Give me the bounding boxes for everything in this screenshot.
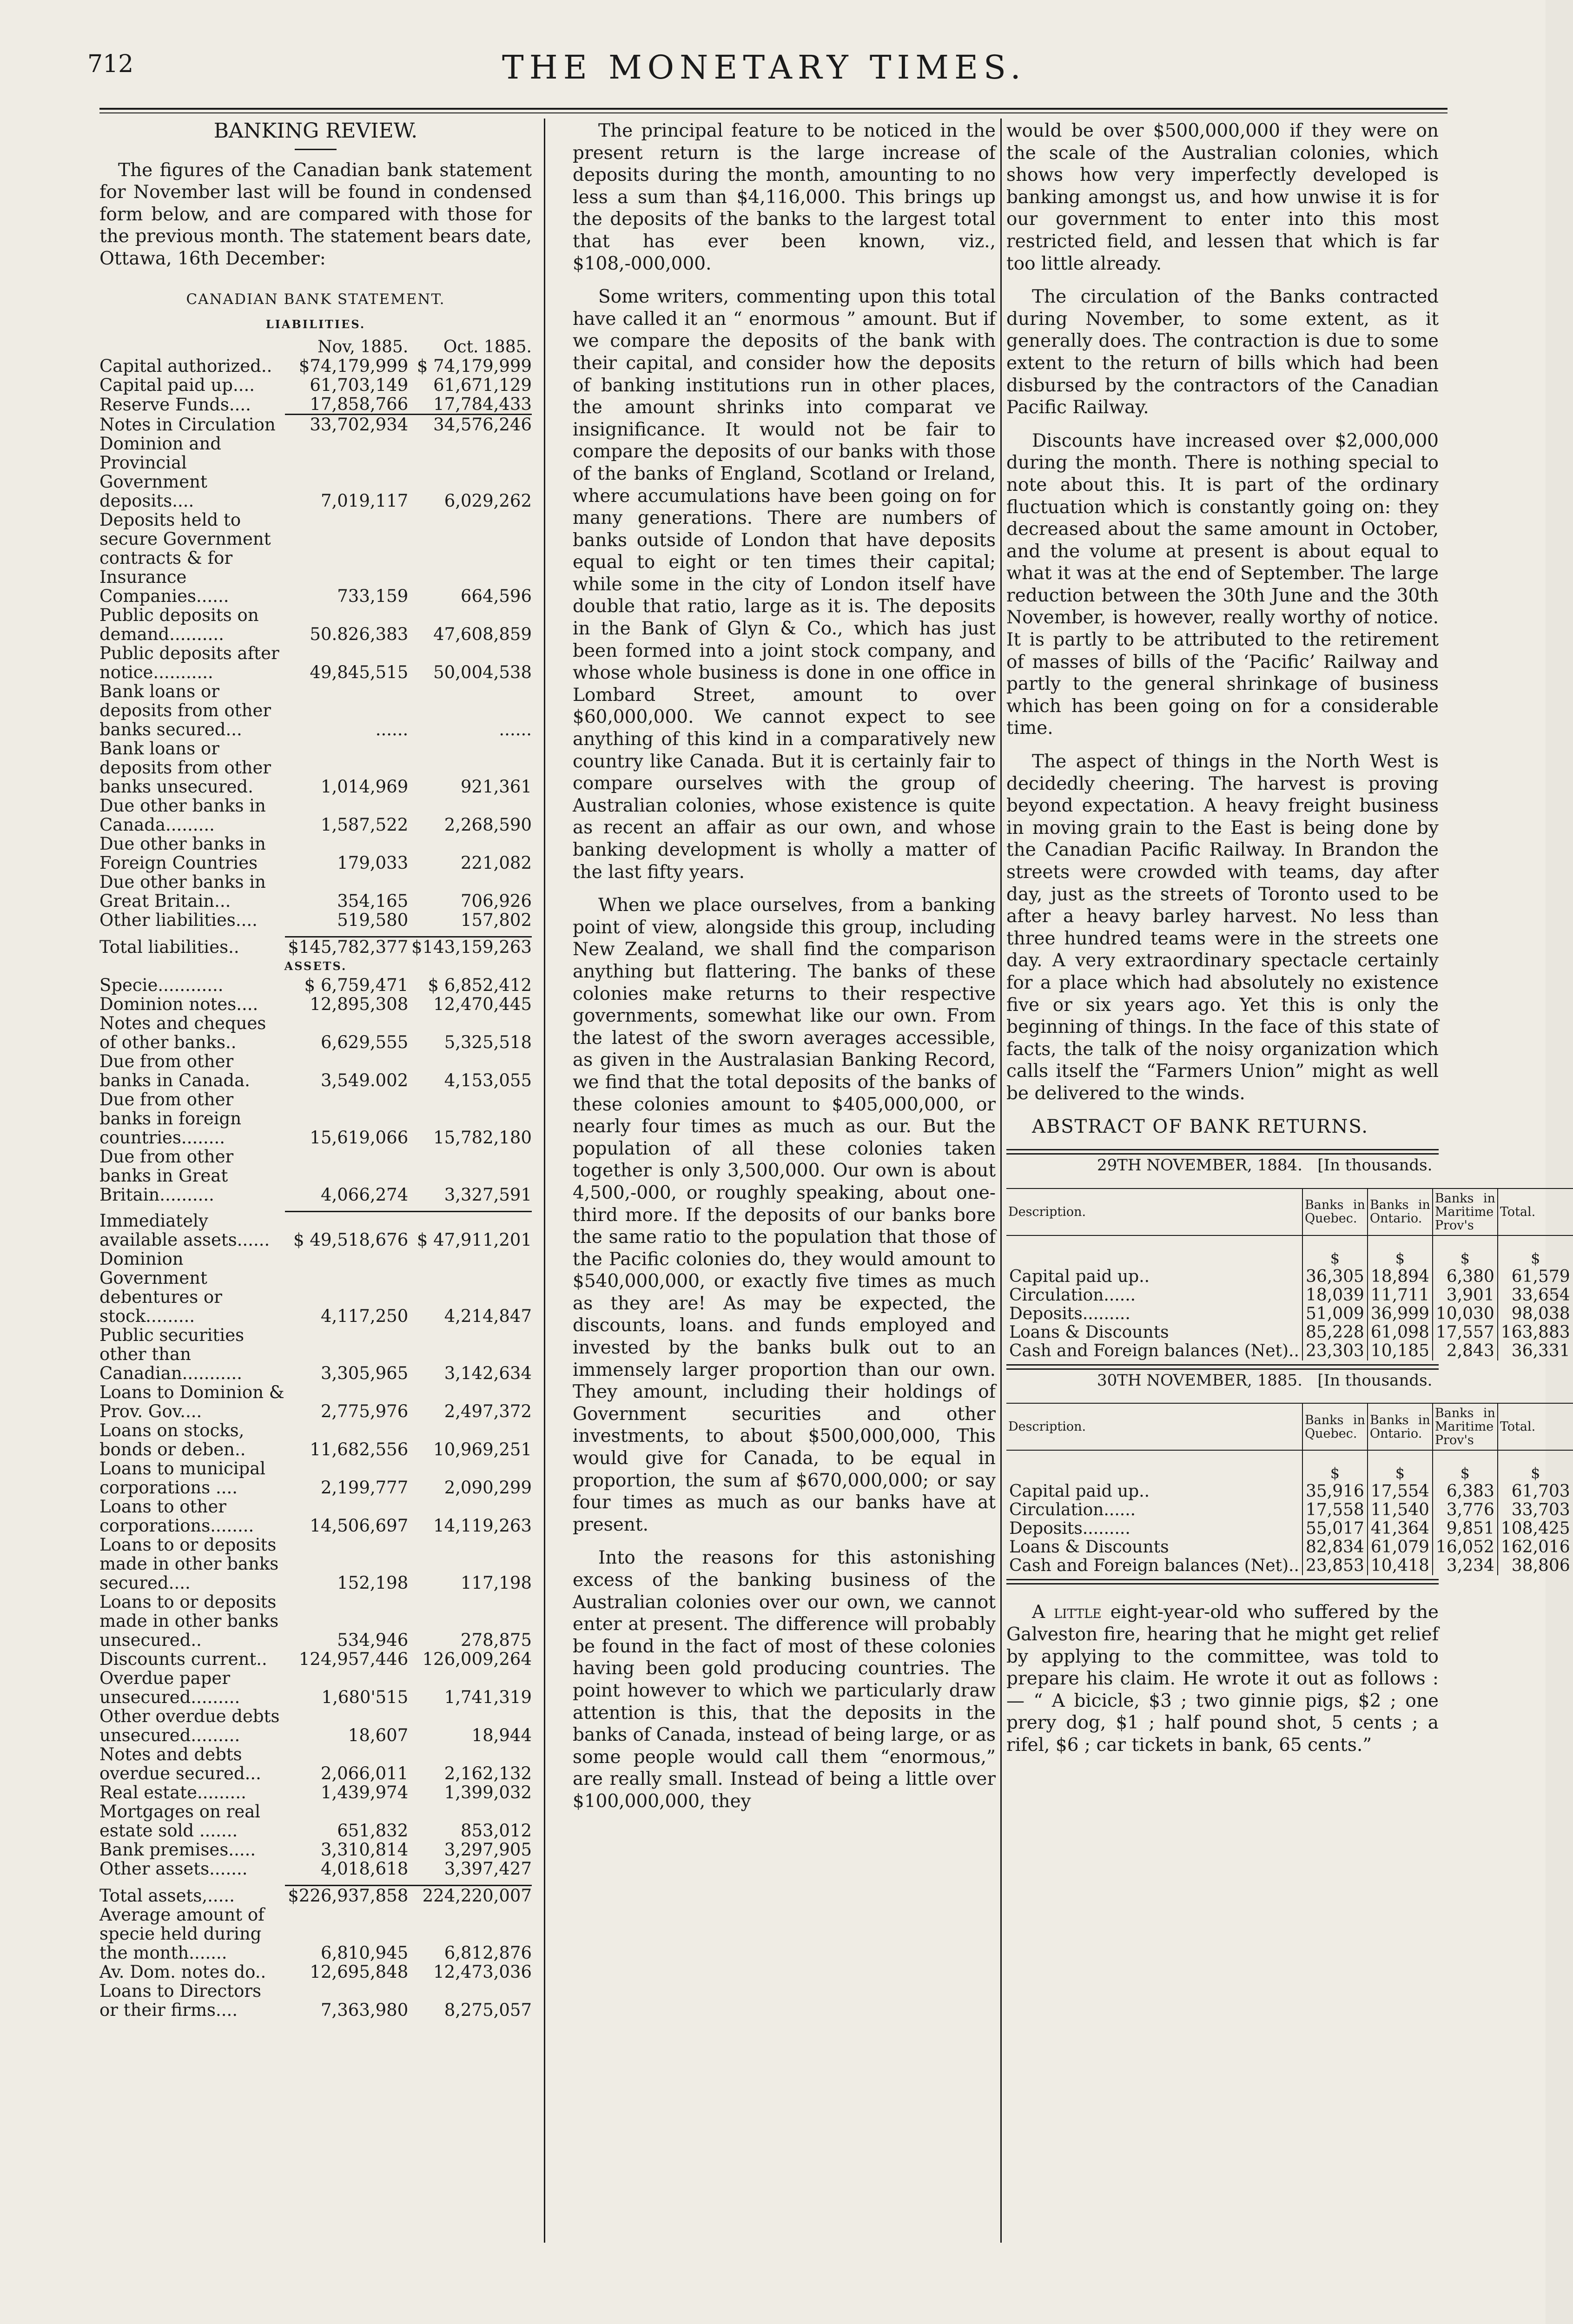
row-label: Immediately available assets...... — [99, 1211, 270, 1250]
dollar-sign — [1006, 1450, 1302, 1482]
section-label: ASSETS. — [284, 959, 347, 973]
row-value: 47,608,859 — [433, 624, 532, 644]
row-value: 1,014,969 — [320, 776, 409, 797]
abstract-date-1884: 29TH NOVEMBER, 1884. [In thousands. — [1097, 1156, 1433, 1175]
abstract-title: ABSTRACT OF BANK RETURNS. — [1032, 1116, 1369, 1137]
row-value: 1,399,032 — [444, 1783, 532, 1803]
table-cell: 98,038 — [1498, 1305, 1573, 1323]
abstract-rule — [1006, 1149, 1439, 1155]
table-row — [1006, 1323, 1573, 1342]
row-value: $226,937,858 — [285, 1886, 409, 1906]
column-header: Nov, 1885. — [317, 337, 409, 357]
row-value: 3,310,814 — [320, 1840, 409, 1860]
row-label: Dominion notes.... — [99, 994, 258, 1014]
statement-row — [99, 976, 532, 995]
row-label: Loans to or deposits made in other banks secured.... — [99, 1535, 279, 1593]
statement-row — [99, 1840, 532, 1859]
row-value: 157,802 — [460, 910, 532, 930]
row-value: 12,473,036 — [433, 1962, 532, 1982]
row-value: 3,549.002 — [320, 1070, 409, 1090]
row-value: 14,119,263 — [433, 1516, 532, 1536]
table-row — [1006, 1482, 1573, 1501]
table-cell: 38,806 — [1498, 1557, 1573, 1575]
row-label: Due other banks in Great Britain... — [99, 872, 266, 911]
row-label: Due other banks in Canada......... — [99, 795, 266, 835]
row-value: $ 74,179,999 — [416, 356, 532, 376]
row-value: 49,845,515 — [310, 662, 409, 682]
row-label: Bank loans or deposits from other banks unsecured. — [99, 738, 271, 797]
table-cell: 17,557 — [1433, 1323, 1498, 1342]
statement-row — [99, 1211, 532, 1249]
table-cell: 61,098 — [1368, 1323, 1433, 1342]
table-header: Banks in Maritime Prov's — [1433, 1403, 1498, 1450]
abstract-table-1884 — [1006, 1188, 1573, 1360]
statement-row — [99, 510, 532, 606]
row-value: 4,018,618 — [320, 1859, 409, 1879]
column-divider — [544, 119, 545, 2243]
row-label: Mortgages on real estate sold ....... — [99, 1802, 261, 1841]
row-label: Specie............ — [99, 975, 224, 995]
dollar-sign: $ — [1498, 1450, 1573, 1482]
table-cell: 3,776 — [1433, 1501, 1498, 1519]
row-label: Notes and debts overdue secured... — [99, 1744, 261, 1784]
table-cell: Loans & Discounts — [1009, 1538, 1169, 1557]
statement-row — [99, 834, 532, 872]
row-value: $ 6,759,471 — [304, 975, 409, 995]
row-value: 50.826,383 — [310, 624, 409, 644]
table-row — [1006, 1501, 1573, 1519]
statement-row — [99, 395, 532, 415]
row-value: 126,009,264 — [422, 1649, 532, 1670]
statement-row — [99, 937, 532, 957]
dollar-sign: $ — [1302, 1450, 1368, 1482]
row-label: Public securities other than Canadian........... — [99, 1325, 245, 1384]
abstract-rule — [1006, 1579, 1439, 1585]
row-value: 34,576,246 — [408, 414, 532, 434]
row-value: 15,619,066 — [310, 1127, 409, 1148]
table-cell: 82,834 — [1302, 1538, 1368, 1557]
row-label: Capital authorized.. — [99, 356, 272, 376]
statement-row — [99, 1592, 532, 1650]
statement-row — [99, 1962, 532, 1981]
table-cell: 162,016 — [1498, 1538, 1573, 1557]
row-label: Other assets....... — [99, 1859, 248, 1879]
row-value: ...... — [375, 719, 409, 739]
row-value: 6,812,876 — [444, 1943, 532, 1963]
table-cell: 6,383 — [1433, 1482, 1498, 1501]
table-row — [1006, 1286, 1573, 1305]
row-value: 664,596 — [460, 586, 532, 606]
row-value: 3,327,591 — [444, 1184, 532, 1205]
liabilities-label: LIABILITIES. — [265, 317, 366, 331]
row-label: Other liabilities.... — [99, 910, 258, 930]
statement-row — [99, 1421, 532, 1459]
table-cell: 23,303 — [1302, 1342, 1368, 1360]
table-row — [1006, 1538, 1573, 1557]
row-value: $74,179,999 — [298, 356, 409, 376]
column-header: Oct. 1885. — [443, 337, 532, 357]
row-value: 61,671,129 — [433, 375, 532, 395]
row-value: 706,926 — [460, 891, 532, 911]
table-cell: 61,703 — [1498, 1482, 1573, 1501]
table-cell: 36,331 — [1498, 1342, 1573, 1360]
statement-row — [99, 644, 532, 682]
table-cell: Cash and Foreign balances (Net).. — [1009, 1341, 1299, 1360]
table-cell: 16,052 — [1433, 1538, 1498, 1557]
statement-row — [99, 1535, 532, 1592]
abstract-date-1885: 30TH NOVEMBER, 1885. [In thousands. — [1097, 1371, 1433, 1390]
statement-row — [99, 1859, 532, 1878]
paragraph: When we place ourselves, from a banking point of view, alongside this group, including New Zealand, we shall find the comparison anything but flattering. The banks of these colonies make returns to their respective governments, somewhat like our own. From the latest of the sworn averages accessible, as given in the Australasian Banking Record, we find that the total deposits of the banks of these colonies amount to $405,000,000, or nearly four times as much as our. But the population of all these colonies taken together is only 3,500,000. Our own is about 4,500,-000, or roughly speaking, about one-third more. If the deposits of our banks bore the same ratio to the population that those of the Pacific colonies do, they would amount to $540,000,000, or exactly five times as much as they are! As may be expected, the discounts, loans. and funds employed and invested by the banks bulk out to an immensely larger proportion than our own. They amount, including their holdings of Government securities and other investments, to about $500,000,000, This would give for Canada, to be equal in proportion, the sum af $670,000,000; or say four times as much as our banks have at present. — [573, 895, 996, 1535]
statement-row — [99, 1707, 532, 1745]
row-value: 853,012 — [460, 1821, 532, 1841]
statement-row — [99, 1249, 532, 1326]
page-number: 712 — [87, 50, 134, 78]
row-value: 3,297,905 — [444, 1840, 532, 1860]
table-header: Banks in Ontario. — [1368, 1188, 1433, 1235]
statement-row — [99, 357, 532, 376]
row-value: 50,004,538 — [433, 662, 532, 682]
table-cell: Deposits......... — [1009, 1304, 1130, 1323]
row-value: $ 47,911,201 — [408, 1211, 532, 1249]
masthead: THE MONETARY TIMES. — [502, 48, 1026, 86]
row-label: Dominion Government debentures or stock......... — [99, 1249, 222, 1327]
row-value: 12,470,445 — [433, 994, 532, 1014]
row-value: $ 6,852,412 — [428, 975, 532, 995]
row-label: Due other banks in Foreign Countries — [99, 833, 266, 873]
table-header: Total. — [1498, 1188, 1573, 1235]
statement-row — [99, 1497, 532, 1535]
statement-row — [99, 1981, 532, 2020]
row-label: Overdue paper unsecured......... — [99, 1668, 240, 1708]
abstract-rule — [1006, 1364, 1439, 1370]
row-value: 2,199,777 — [320, 1478, 409, 1498]
row-value: 5,325,518 — [444, 1032, 532, 1052]
row-value: 6,810,945 — [320, 1943, 409, 1963]
table-cell: 33,654 — [1498, 1286, 1573, 1305]
row-value: 519,580 — [337, 910, 409, 930]
row-value: 1,680'515 — [321, 1687, 409, 1708]
table-cell: 17,554 — [1368, 1482, 1433, 1501]
statement-row — [99, 606, 532, 644]
row-label: Due from other banks in Canada. — [99, 1051, 250, 1090]
row-value: 2,162,132 — [444, 1763, 532, 1784]
title-rule — [295, 149, 337, 150]
table-header: Total. — [1498, 1403, 1573, 1450]
row-label: Deposits held to secure Government contracts & for Insurance Companies...... — [99, 509, 271, 606]
header-rule — [99, 108, 1447, 110]
row-value: 4,153,055 — [444, 1070, 532, 1090]
table-cell: 163,883 — [1498, 1323, 1573, 1342]
row-value: 221,082 — [460, 852, 532, 873]
table-header: Banks in Ontario. — [1368, 1403, 1433, 1450]
statement-row — [99, 414, 532, 434]
table-cell: 18,039 — [1302, 1286, 1368, 1305]
row-label: Public deposits after notice........... — [99, 643, 279, 682]
row-value: 17,858,766 — [310, 394, 409, 414]
row-value: 7,019,117 — [320, 490, 409, 511]
table-cell: 36,305 — [1302, 1268, 1368, 1286]
table-cell: 3,901 — [1433, 1286, 1498, 1305]
table-header: Banks in Quebec. — [1302, 1188, 1368, 1235]
column-right — [1006, 120, 1570, 1767]
row-value: 354,165 — [337, 891, 409, 911]
row-value: 3,142,634 — [444, 1363, 532, 1384]
row-value: 278,875 — [460, 1630, 532, 1651]
row-label: Due from other banks in foreign countries........ — [99, 1089, 242, 1148]
dollar-sign: $ — [1433, 1450, 1498, 1482]
row-label: Loans to Dominion & Prov. Gov.... — [99, 1382, 284, 1422]
paragraph: Some writers, commenting upon this total have called it an “ enormous ” amount. But if we compare the deposits of the bank with their capital, and consider how the deposits of banking institutions run in other places, the amount shrinks into comparat ve insignificance. It would not be fair to compare the deposits of our banks with those of the banks of England, Scotland or Ireland, where accumulations have been going on for many generations. There are numbers of banks outside of London that have deposits equal to eight or ten times their capital; while some in the city of London itself have double that ratio, large as it is. The deposits in the Bank of Glyn & Co., which has just been formed into a joint stock company, and whose whole business is done in one office in Lombard Street, amount to over $60,000,000. We cannot expect to see anything of this kind in a comparatively new country like Canada. But it is certainly fair to compare ourselves with the group of Australian colonies, whose existence is quite as recent an affair as our own, and whose banking development is wholly a matter of the last fifty years. — [573, 286, 996, 883]
table-row — [1006, 1342, 1573, 1360]
row-value: 224,220,007 — [408, 1886, 532, 1906]
dollar-sign: $ — [1368, 1235, 1433, 1268]
dollar-sign — [1006, 1235, 1302, 1268]
row-label: Capital paid up.... — [99, 375, 255, 395]
row-value: 3,305,965 — [320, 1363, 409, 1384]
row-value: 2,090,299 — [444, 1478, 532, 1498]
row-label: Loans on stocks, bonds or deben.. — [99, 1420, 246, 1460]
row-value: 1,587,522 — [320, 814, 409, 835]
table-cell: 41,364 — [1368, 1519, 1433, 1538]
table-header: Banks in Maritime Prov's — [1433, 1188, 1498, 1235]
paragraph: would be over $500,000,000 if they were on the scale of the Australian colonies, which shows how very imperfectly developed is banking amongst us, and how unwise it is for our government to enter into this most restricted field, and lessen that which is far too little already. — [1006, 120, 1439, 274]
table-header: Banks in Quebec. — [1302, 1403, 1368, 1450]
table-cell: 9,851 — [1433, 1519, 1498, 1538]
table-header: Description. — [1006, 1403, 1302, 1450]
row-value: 4,214,847 — [444, 1306, 532, 1327]
table-cell: 10,185 — [1368, 1342, 1433, 1360]
article-title: BANKING REVIEW. — [213, 119, 418, 143]
row-value: 18,944 — [471, 1725, 532, 1746]
table-cell: 11,711 — [1368, 1286, 1433, 1305]
statement-row — [99, 796, 532, 834]
row-label: Average amount of specie held during the month....... — [99, 1905, 264, 1963]
paragraph: The principal feature to be noticed in the present return is the large increase of deposits during the month, amounting to no less a sum than $4,116,000. This brings up the deposits of the banks to the largest total that has ever been known, viz., $108,-000,000. — [573, 120, 996, 274]
row-value: 12,695,848 — [310, 1962, 409, 1982]
row-label: Loans to or deposits made in other banks unsecured.. — [99, 1592, 279, 1651]
row-value: 2,497,372 — [444, 1401, 532, 1422]
abstract-table-1885 — [1006, 1403, 1573, 1575]
paragraph: The circulation of the Banks contracted during November, to some extent, as it generally does. The contraction is due to some extent to the return of bills which had been disbursed by the contractors of the Canadian Pacific Railway. — [1006, 286, 1439, 418]
row-label: Loans to other corporations........ — [99, 1497, 254, 1536]
row-label: Other overdue debts unsecured......... — [99, 1706, 280, 1746]
row-value: 17,784,433 — [433, 394, 532, 414]
row-value: 1,741,319 — [444, 1687, 532, 1708]
anecdote: A little eight-year-old who suffered by the Galveston fire, hearing that he might get relief by applying to the committee, was told to prepare his claim. He wrote it out as follows :— “ A bicicle, $3 ; two ginnie pigs, $2 ; one prery dog, $1 ; half pound shot, 5 cents ; a rifel, $6 ; car tickets in bank, 65 cents.” — [1006, 1602, 1439, 1756]
table-cell: 10,418 — [1368, 1557, 1433, 1575]
table-cell: 55,017 — [1302, 1519, 1368, 1538]
dollar-sign: $ — [1433, 1235, 1498, 1268]
statement-row — [99, 1090, 532, 1147]
table-cell: Circulation...... — [1009, 1285, 1136, 1305]
table-row — [1006, 1519, 1573, 1538]
row-value: 651,832 — [337, 1821, 409, 1841]
statement-row — [99, 1783, 532, 1802]
article-intro: The figures of the Canadian bank statement for November last will be found in condensed form below, and are compared with those for the previous month. The statement bears date, Ottawa, 16th December: — [99, 159, 532, 269]
statement-title: CANADIAN BANK STATEMENT. — [186, 290, 445, 308]
table-cell: 18,894 — [1368, 1268, 1433, 1286]
row-value: ...... — [499, 719, 532, 739]
table-row — [1006, 1268, 1573, 1286]
paragraph: Discounts have increased over $2,000,000 during the month. There is nothing special to note about this. It is part of the ordinary fluctuation which is constantly going on: they decreased about the same amount in October, and the volume at present is about equal to what it was at the end of September. The large reduction between the 30th June and the 30th November, is however, really worthy of notice. It is partly to be attributed to the retirement of masses of bills of the ‘Pacific’ Railway and partly to the general shrinkage of business which has been going on for a considerable time. — [1006, 430, 1439, 739]
table-cell: 85,228 — [1302, 1323, 1368, 1342]
table-cell: 23,853 — [1302, 1557, 1368, 1575]
row-value: 4,066,274 — [320, 1184, 409, 1205]
row-value: 4,117,250 — [320, 1306, 409, 1327]
statement-row — [99, 1014, 532, 1052]
table-cell: Capital paid up.. — [1009, 1267, 1150, 1286]
statement-row — [99, 995, 532, 1014]
row-label: Dominion and Provincial Government deposits.... — [99, 433, 221, 511]
row-label: Notes and cheques of other banks.. — [99, 1013, 266, 1052]
statement-row — [99, 1669, 532, 1707]
row-label: Public deposits on demand.......... — [99, 605, 259, 644]
statement-row — [99, 1147, 532, 1204]
row-label: Reserve Funds.... — [99, 395, 251, 415]
table-cell: 6,380 — [1433, 1268, 1498, 1286]
table-cell: 10,030 — [1433, 1305, 1498, 1323]
row-value: 18,607 — [348, 1725, 409, 1746]
row-value: 6,029,262 — [444, 490, 532, 511]
row-value: 3,397,427 — [444, 1859, 532, 1879]
dollar-sign: $ — [1368, 1450, 1433, 1482]
row-value: 1,439,974 — [320, 1783, 409, 1803]
statement-row — [99, 911, 532, 930]
row-label: Due from other banks in Great Britain.......... — [99, 1146, 234, 1205]
statement-row — [99, 1052, 532, 1090]
row-value: $143,159,263 — [408, 937, 532, 957]
dollar-sign: $ — [1302, 1235, 1368, 1268]
row-value: 124,957,446 — [298, 1649, 409, 1670]
statement-row — [99, 434, 532, 510]
row-value: 12,895,308 — [310, 994, 409, 1014]
table-cell: 3,234 — [1433, 1557, 1498, 1575]
row-value: 921,361 — [460, 776, 532, 797]
row-label: Bank premises..... — [99, 1840, 256, 1860]
row-value: 2,268,590 — [444, 814, 532, 835]
statement-row — [99, 682, 532, 739]
row-label: Loans to Directors or their firms.... — [99, 1981, 262, 2020]
row-value: 10,969,251 — [433, 1439, 532, 1460]
row-value: $ 49,518,676 — [285, 1211, 409, 1249]
row-value: 7,363,980 — [320, 2000, 409, 2020]
table-cell: Deposits......... — [1009, 1519, 1130, 1538]
table-cell: 11,540 — [1368, 1501, 1433, 1519]
row-value: $145,782,377 — [285, 937, 409, 957]
header-rule-thin — [99, 112, 1447, 113]
statement-row — [99, 1905, 532, 1962]
row-value: 61,703,149 — [310, 375, 409, 395]
row-label: Notes in Circulation — [99, 414, 276, 435]
row-value: 152,198 — [337, 1573, 409, 1593]
row-value: 15,782,180 — [433, 1127, 532, 1148]
statement-row — [99, 872, 532, 911]
row-value: 2,066,011 — [320, 1763, 409, 1784]
table-row — [1006, 1305, 1573, 1323]
statement-row — [99, 1802, 532, 1840]
statement-row — [99, 1886, 532, 1906]
row-value: 33,702,934 — [285, 414, 409, 434]
statement-row — [99, 376, 532, 395]
table-cell: Cash and Foreign balances (Net).. — [1009, 1556, 1299, 1576]
row-label: Total assets,..... — [99, 1886, 235, 1906]
row-value: 6,629,555 — [320, 1032, 409, 1052]
row-label: Av. Dom. notes do.. — [99, 1962, 266, 1982]
row-value: 11,682,556 — [310, 1439, 409, 1460]
row-label: Total liabilities.. — [99, 937, 239, 957]
statement-row — [99, 1383, 532, 1421]
row-value: 179,033 — [337, 852, 409, 873]
table-cell: 17,558 — [1302, 1501, 1368, 1519]
paragraph: Into the reasons for this astonishing excess of the banking business of the Australian colonies over our own, we cannot enter at present. The difference will probably be found in the fact of most of these colonies having been gold producing countries. The point however to which we particularly draw attention is this, that the deposits in the banks of Canada, instead of being large, or as some people would call them “enormous,” are really small. Instead of being a little over $100,000,000, they — [573, 1547, 996, 1812]
statement-row — [99, 1745, 532, 1783]
row-label: Bank loans or deposits from other banks secured... — [99, 681, 271, 739]
statement-row — [99, 1459, 532, 1497]
table-cell: 36,999 — [1368, 1305, 1433, 1323]
column-banking-review — [99, 120, 532, 2020]
table-cell: 51,009 — [1302, 1305, 1368, 1323]
dollar-sign: $ — [1498, 1235, 1573, 1268]
row-value: 14,506,697 — [310, 1516, 409, 1536]
table-cell: Circulation...... — [1009, 1500, 1136, 1520]
column-divider — [1000, 119, 1002, 2243]
bank-statement-table — [99, 337, 532, 2020]
table-cell: 2,843 — [1433, 1342, 1498, 1360]
table-row — [1006, 1557, 1573, 1575]
row-label: Loans to municipal corporations .... — [99, 1459, 266, 1498]
row-value: 8,275,057 — [444, 2000, 532, 2020]
table-cell: 61,079 — [1368, 1538, 1433, 1557]
table-cell: 61,579 — [1498, 1268, 1573, 1286]
row-value: 534,946 — [337, 1630, 409, 1651]
table-cell: 35,916 — [1302, 1482, 1368, 1501]
paragraph: The aspect of things in the North West is decidedly cheering. The harvest is proving beyond expectation. A heavy freight business in moving grain to the East is being done by the Canadian Pacific Railway. In Brandon the streets were crowded with teams, day after day, just as the streets of Toronto used to be after a heavy barley harvest. No less than three hundred teams were in the streets one day. A very extraordinary spectacle certainly for a place which had absolutely no existence five or six years ago. Yet this is only the beginning of things. In the face of this state of facts, the talk of the noisy organization which calls itself the “Farmers Union” might as well be delivered to the winds. — [1006, 751, 1439, 1104]
statement-header-row — [99, 337, 532, 357]
statement-row — [99, 1650, 532, 1669]
row-value: 117,198 — [460, 1573, 532, 1593]
row-value: 2,775,976 — [320, 1401, 409, 1422]
statement-row — [99, 1326, 532, 1383]
table-header: Description. — [1006, 1188, 1302, 1235]
table-cell: Loans & Discounts — [1009, 1322, 1169, 1342]
row-label: Real estate......... — [99, 1783, 246, 1803]
table-cell: Capital paid up.. — [1009, 1482, 1150, 1501]
column-middle — [573, 120, 996, 1824]
row-label: Discounts current.. — [99, 1649, 267, 1670]
statement-row — [99, 739, 532, 796]
table-cell: 33,703 — [1498, 1501, 1573, 1519]
row-value: 733,159 — [337, 586, 409, 606]
table-cell: 108,425 — [1498, 1519, 1573, 1538]
